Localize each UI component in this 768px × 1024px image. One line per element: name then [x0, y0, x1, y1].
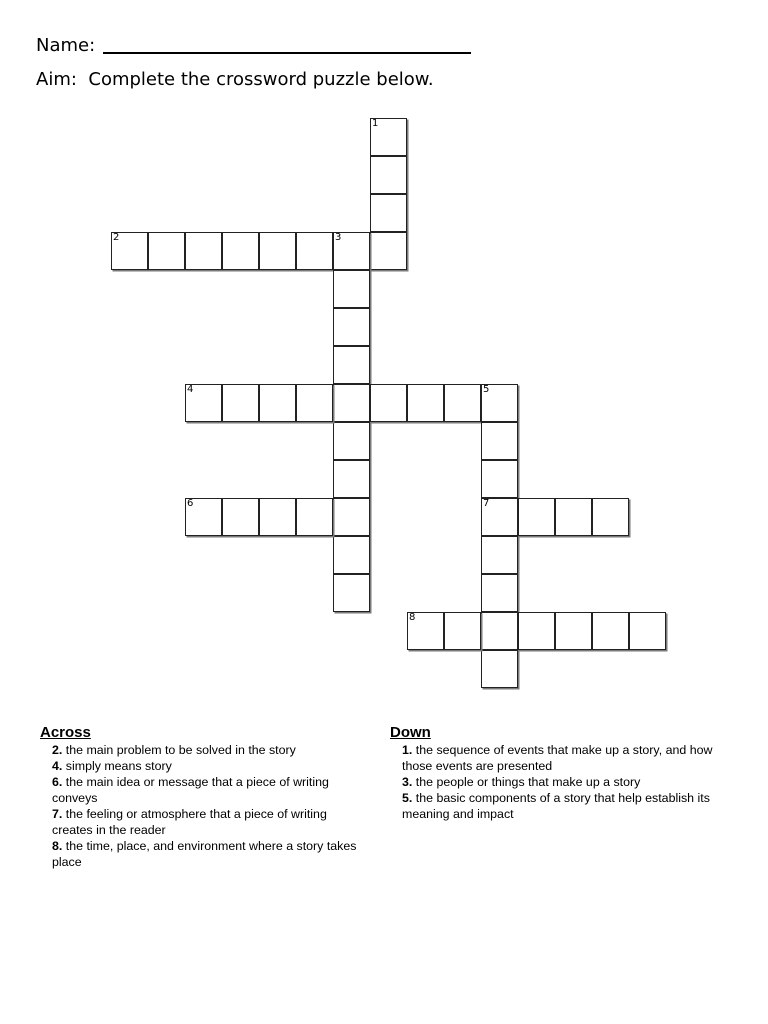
across-heading: Across: [40, 724, 91, 741]
clue-across-8: 8. the time, place, and environment where a story takes place: [52, 839, 357, 869]
grid-cell[interactable]: [333, 346, 370, 384]
grid-cell[interactable]: [333, 460, 370, 498]
grid-cell[interactable]: [555, 612, 592, 650]
grid-cell[interactable]: [629, 612, 666, 650]
grid-cell[interactable]: [185, 232, 222, 270]
grid-cell[interactable]: [481, 536, 518, 574]
grid-cell[interactable]: [296, 498, 333, 536]
grid-cell[interactable]: [407, 384, 444, 422]
clue-number: 8: [409, 612, 416, 623]
grid-cell[interactable]: [333, 574, 370, 612]
grid-cell[interactable]: [555, 498, 592, 536]
clue-down-3: 3. the people or things that make up a story: [402, 775, 641, 789]
clue-across-7: 7. the feeling or atmosphere that a piece of writing creates in the reader: [52, 807, 327, 837]
grid-cell[interactable]: [222, 384, 259, 422]
grid-cell[interactable]: [259, 232, 296, 270]
grid-cell[interactable]: [370, 194, 407, 232]
clue-number: 5: [483, 384, 490, 395]
across-clues: [40, 724, 370, 870]
clue-number: 3: [335, 232, 342, 243]
grid-cell[interactable]: [370, 384, 407, 422]
down-clues: [390, 724, 735, 822]
grid-cell[interactable]: [333, 498, 370, 536]
grid-cell[interactable]: [111, 232, 148, 270]
grid-cell[interactable]: [148, 232, 185, 270]
grid-cell[interactable]: [444, 612, 481, 650]
clue-number: 4: [187, 384, 194, 395]
clue-across-6: 6. the main idea or message that a piece of writing conveys: [52, 775, 329, 805]
grid-cell[interactable]: [333, 232, 370, 270]
grid-cell[interactable]: [185, 384, 222, 422]
grid-cell[interactable]: [296, 232, 333, 270]
grid-cell[interactable]: [370, 232, 407, 270]
grid-cell[interactable]: [481, 422, 518, 460]
grid-cell[interactable]: [518, 612, 555, 650]
grid-cell[interactable]: [333, 384, 370, 422]
clue-number: 6: [187, 498, 194, 509]
clue-across-4: 4. simply means story: [52, 759, 172, 773]
clue-down-5: 5. the basic components of a story that help establish its meaning and impact: [402, 791, 710, 821]
grid-cell[interactable]: [444, 384, 481, 422]
grid-cell[interactable]: [259, 384, 296, 422]
grid-cell[interactable]: [333, 536, 370, 574]
grid-cell[interactable]: [592, 612, 629, 650]
grid-cell[interactable]: [333, 270, 370, 308]
grid-cell[interactable]: [370, 118, 407, 156]
aim-text: Complete the crossword puzzle below.: [88, 69, 434, 90]
aim-label: Aim:: [36, 69, 77, 90]
grid-cell[interactable]: [222, 232, 259, 270]
grid-cell[interactable]: [333, 422, 370, 460]
name-label: Name:: [36, 35, 96, 56]
grid-cell[interactable]: [481, 384, 518, 422]
clue-number: 1: [372, 118, 379, 129]
grid-cell[interactable]: [333, 308, 370, 346]
grid-cell[interactable]: [518, 498, 555, 536]
grid-cell[interactable]: [222, 498, 259, 536]
grid-cell[interactable]: [259, 498, 296, 536]
grid-cell[interactable]: [481, 612, 518, 650]
grid-cell[interactable]: [296, 384, 333, 422]
grid-cell[interactable]: [481, 498, 518, 536]
clue-number: 7: [483, 498, 490, 509]
clue-across-2: 2. the main problem to be solved in the story: [52, 743, 296, 757]
grid-cell[interactable]: [370, 156, 407, 194]
grid-cell[interactable]: [592, 498, 629, 536]
grid-cell[interactable]: [481, 650, 518, 688]
down-heading: Down: [390, 724, 431, 741]
grid-cell[interactable]: [481, 574, 518, 612]
clue-down-1: 1. the sequence of events that make up a story, and how those events are presented: [402, 743, 713, 773]
grid-cell[interactable]: [481, 460, 518, 498]
grid-cell[interactable]: [407, 612, 444, 650]
grid-cell[interactable]: [185, 498, 222, 536]
clue-number: 2: [113, 232, 120, 243]
